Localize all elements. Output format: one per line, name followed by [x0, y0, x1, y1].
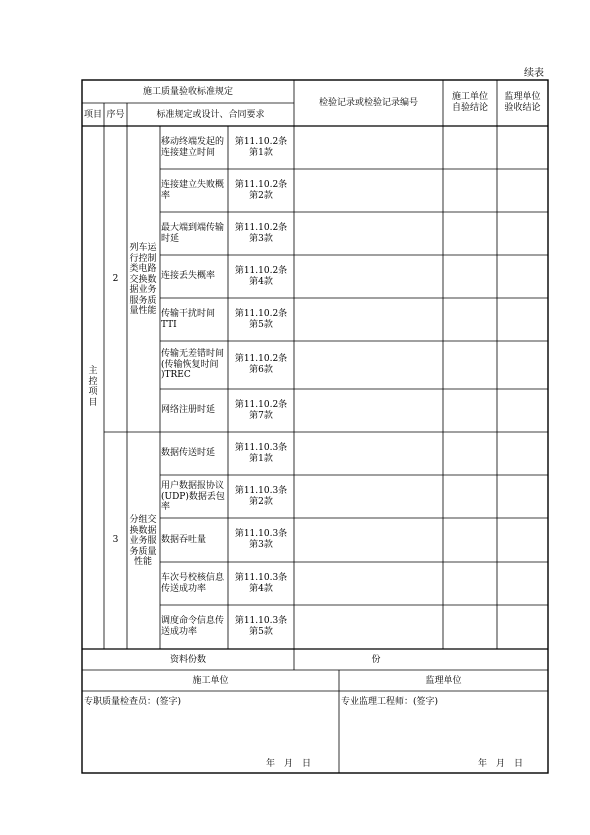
data-count-label: 资料份数: [169, 655, 206, 665]
contractor-date: 年 月 日: [266, 759, 312, 769]
clause-cell: 第11.10.2条 第3款: [234, 223, 288, 244]
standard-cell: 连接建立失败概 率: [161, 180, 225, 201]
standard-cell: 传输干扰时间 TTI: [161, 309, 216, 330]
standard-cell: 数据吞吐量: [161, 535, 207, 545]
header-standard: 标准规定或设计、合同要求: [156, 110, 265, 120]
clause-cell: 第11.10.2条 第4款: [234, 266, 288, 287]
clause-cell: 第11.10.2条 第7款: [234, 400, 288, 421]
group-seq: 2: [112, 274, 119, 284]
header-group-title: 施工质量验收标准规定: [142, 87, 233, 97]
standard-cell: 连接丢失概率: [161, 271, 216, 281]
clause-cell: 第11.10.2条 第6款: [234, 354, 288, 375]
continued-label: 续表: [524, 68, 544, 79]
clause-cell: 第11.10.3条 第2款: [234, 486, 288, 507]
supervisor-date: 年 月 日: [478, 759, 524, 769]
header-seq: 序号: [106, 110, 125, 120]
clause-cell: 第11.10.2条 第1款: [234, 137, 288, 158]
contractor-unit: 施工单位: [192, 676, 229, 686]
standard-cell: 调度命令信息传 送成功率: [161, 616, 225, 637]
supervisor-unit: 监理单位: [425, 676, 462, 686]
clause-cell: 第11.10.2条 第5款: [234, 309, 288, 330]
header-item: 项目: [83, 110, 102, 120]
clause-cell: 第11.10.3条 第5款: [234, 616, 288, 637]
clause-cell: 第11.10.3条 第1款: [234, 443, 288, 464]
standard-cell: 车次号校核信息 传送成功率: [161, 573, 225, 594]
clause-cell: 第11.10.2条 第2款: [234, 180, 288, 201]
header-supervisor: 监理单位 验收结论: [504, 92, 541, 113]
group-category: 分组交 换数据 业务服 务质量 性能: [129, 515, 157, 567]
supervisor-sign: 专业监理工程师：(签字): [341, 697, 439, 707]
standard-cell: 用户数据报协议 (UDP)数据丢包 率: [161, 481, 225, 512]
clause-cell: 第11.10.3条 第4款: [234, 573, 288, 594]
standard-cell: 传输无差错时间 (传输恢复时间 )TREC: [161, 349, 225, 380]
standard-cell: 网络注册时延: [161, 405, 216, 415]
clause-cell: 第11.10.3条 第3款: [234, 529, 288, 550]
group-seq: 3: [112, 535, 119, 545]
data-count-unit: 份: [371, 655, 381, 665]
header-contractor: 施工单位 自验结论: [451, 92, 488, 113]
standard-cell: 移动终端发起的 连接建立时间: [161, 137, 225, 158]
standard-cell: 数据传送时延: [161, 448, 216, 458]
main-item-label: 主 控 项 目: [88, 366, 98, 408]
header-record: 检验记录或检验记录编号: [318, 98, 418, 108]
contractor-sign: 专职质量检查员：(签字): [84, 697, 182, 707]
standard-cell: 最大端到端传输 时延: [161, 223, 225, 244]
group-category: 列车运 行控制 类电路 交换数 据业务 服务质 量性能: [129, 243, 157, 316]
